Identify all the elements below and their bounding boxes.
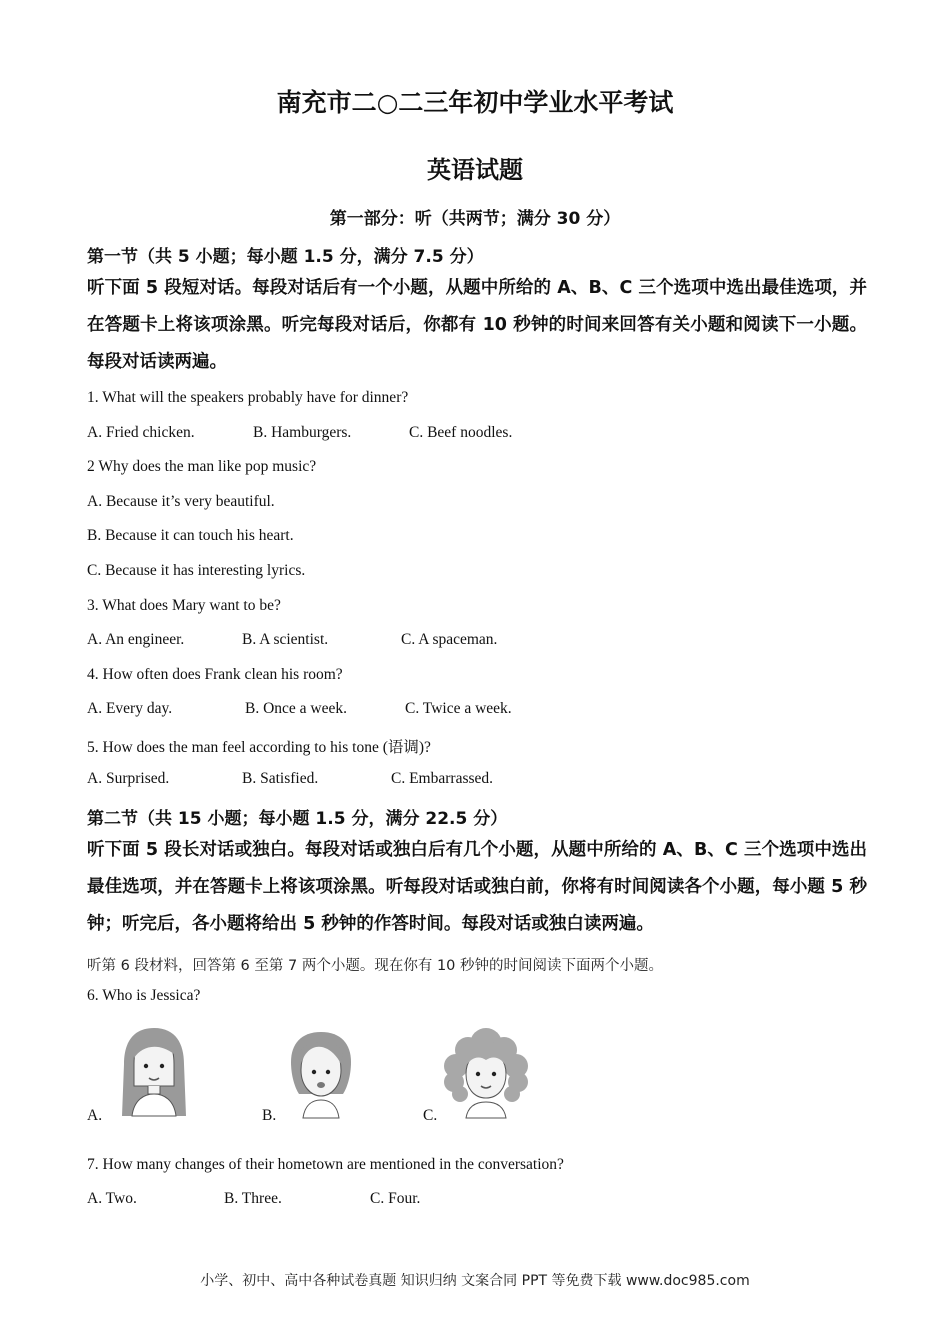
- page-footer: 小学、初中、高中各种试卷真题 知识归纳 文案合同 PPT 等免费下载 www.doc985.com: [200, 1273, 750, 1289]
- subject-title: 英语试题: [427, 156, 523, 184]
- option-4b: B. Once a week.: [245, 700, 347, 717]
- section2-heading: 第二节（共 15 小题；每小题 1.5 分，满分 22.5 分）: [87, 809, 508, 829]
- option-5c: C. Embarrassed.: [391, 770, 494, 787]
- option-3c: C. A spaceman.: [401, 631, 498, 648]
- question-3: 3. What does Mary want to be?: [87, 597, 281, 614]
- option-2b: B. Because it can touch his heart.: [87, 527, 294, 544]
- exam-title: 南充市二○二三年初中学业水平考试: [276, 88, 674, 117]
- girl-curly-hair-picture: [440, 1026, 532, 1120]
- girl-long-hair-picture: [118, 1024, 190, 1120]
- question-7: 7. How many changes of their hometown are mentioned in the conversation?: [87, 1156, 564, 1173]
- option-2a: A. Because it’s very beautiful.: [87, 493, 275, 510]
- option-2c: C. Because it has interesting lyrics.: [87, 562, 306, 579]
- option-7a: A. Two.: [87, 1190, 137, 1207]
- section1-instruction: 听下面 5 段短对话。每段对话后有一个小题，从题中所给的 A、B、C 三个选项中选出最佳选项，并在答题卡上将该项涂黑。听完每段对话后，你都有 10 秒钟的时间来回答有关小题和阅读下一小题。每段对话读两遍。: [87, 278, 867, 372]
- option-3a: A. An engineer.: [87, 631, 185, 648]
- option-1a: A. Fried chicken.: [87, 424, 195, 441]
- question-1: 1. What will the speakers probably have for dinner?: [87, 389, 409, 406]
- option-6c-label: C.: [423, 1107, 438, 1124]
- option-1b: B. Hamburgers.: [253, 424, 352, 441]
- section2-instruction: 听下面 5 段长对话或独白。每段对话或独白后有几个小题，从题中所给的 A、B、C 三个选项中选出最佳选项，并在答题卡上将该项涂黑。听每段对话或独白前，你将有时间阅读各个小题，每小题 5 秒钟；听完后，各小题将给出 5 秒钟的作答时间。每段对话或独白读两遍。: [87, 840, 867, 934]
- section2-note: 听第 6 段材料，回答第 6 至第 7 两个小题。现在你有 10 秒钟的时间阅读下面两个小题。: [87, 958, 663, 974]
- question-2: 2 Why does the man like pop music?: [87, 458, 317, 475]
- option-3b: B. A scientist.: [242, 631, 329, 648]
- question-6: 6. Who is Jessica?: [87, 987, 201, 1004]
- option-5b: B. Satisfied.: [242, 770, 319, 787]
- option-7c: C. Four.: [370, 1190, 421, 1207]
- option-7b: B. Three.: [224, 1190, 282, 1207]
- question-4: 4. How often does Frank clean his room?: [87, 666, 343, 683]
- part-heading: 第一部分：听（共两节；满分 30 分）: [329, 209, 621, 229]
- option-6a-label: A.: [87, 1107, 103, 1124]
- option-4c: C. Twice a week.: [405, 700, 512, 717]
- section1-heading: 第一节（共 5 小题；每小题 1.5 分，满分 7.5 分）: [87, 247, 484, 267]
- option-6b-label: B.: [262, 1107, 277, 1124]
- girl-short-hair-picture: [285, 1028, 357, 1120]
- option-5a: A. Surprised.: [87, 770, 170, 787]
- option-1c: C. Beef noodles.: [409, 424, 513, 441]
- question-5: 5. How does the man feel according to his tone (语调)?: [87, 739, 431, 756]
- option-4a: A. Every day.: [87, 700, 173, 717]
